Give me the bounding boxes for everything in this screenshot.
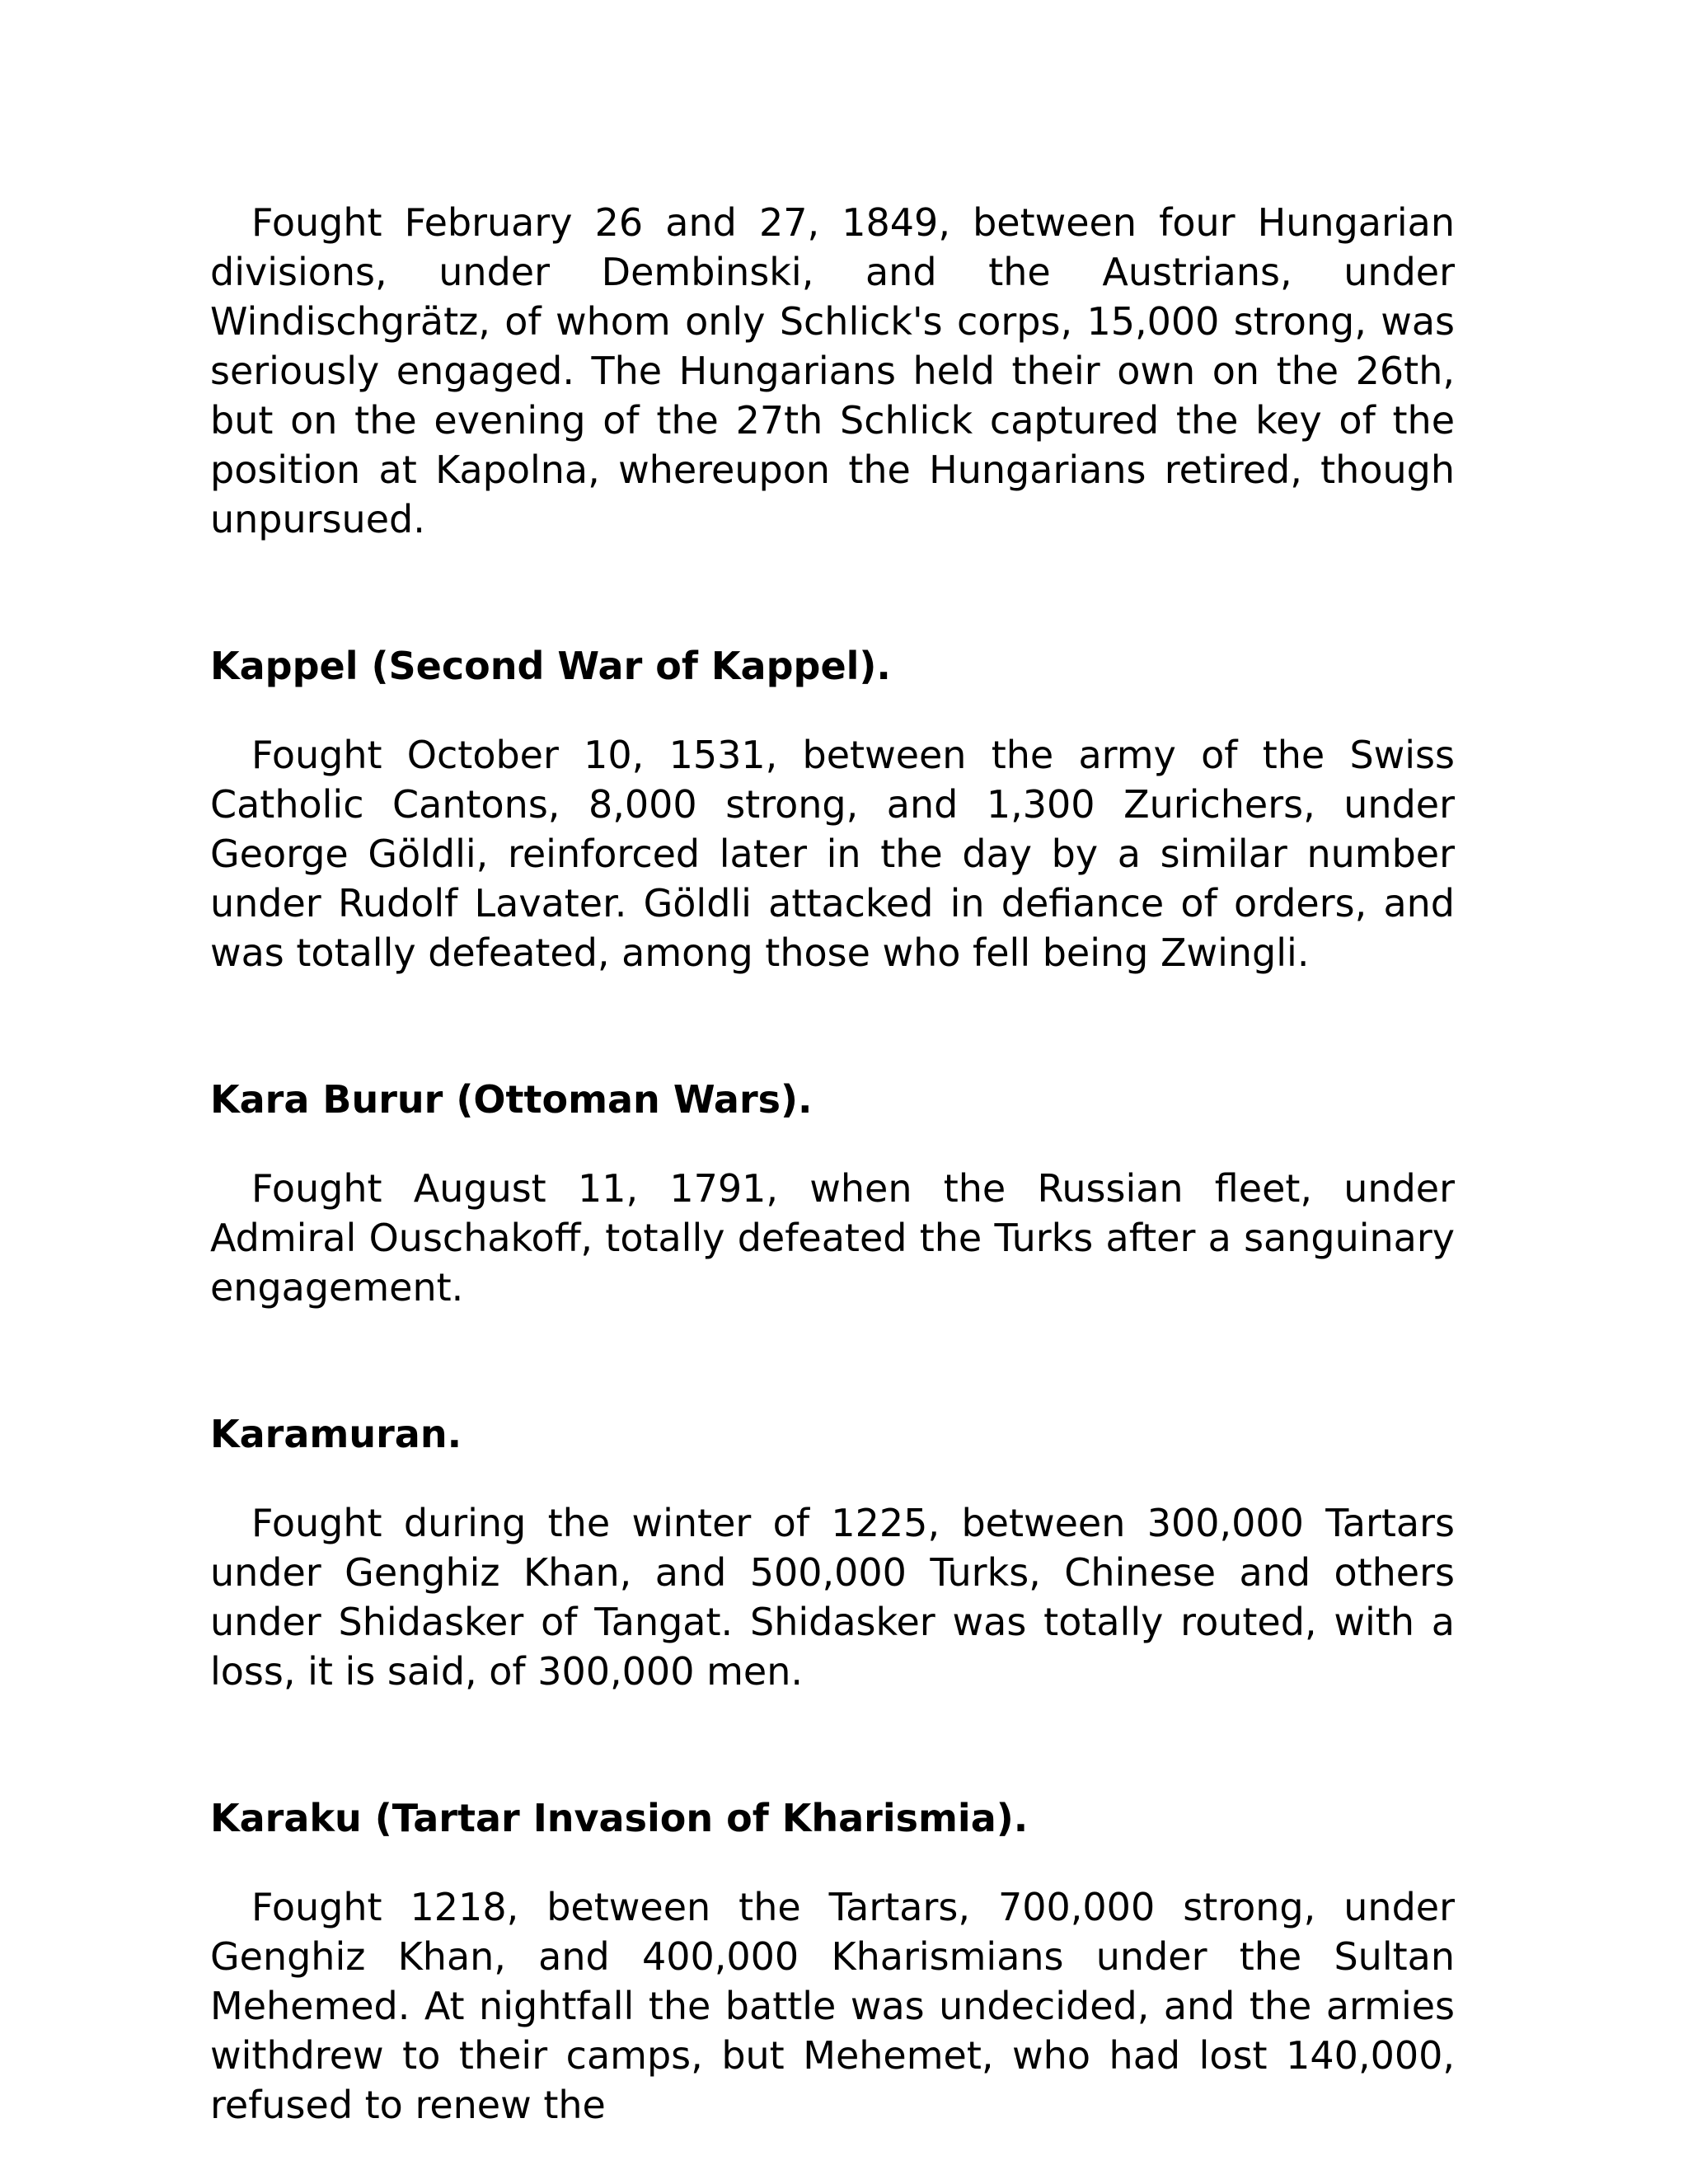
heading-karamuran: Karamuran.: [210, 1412, 462, 1456]
heading-kappel: Kappel (Second War of Kappel).: [210, 644, 891, 688]
paragraph-karaku: Fought 1218, between the Tartars, 700,000 strong, under Genghiz Khan, and 400,000 Kharismians under the Sultan Mehemed. At nightfall the battle was undecided, and the armies withdrew to their camps, but Mehemet, who had lost 140,000, refused to renew the: [210, 1885, 1455, 2127]
paragraph-karamuran: Fought during the winter of 1225, between 300,000 Tartars under Genghiz Khan, and 500,000 Turks, Chinese and others under Shidasker of Tangat. Shidasker was totally routed, with a loss, it is said, of 300,000 men.: [210, 1501, 1455, 1694]
heading-kara-burur: Kara Burur (Ottoman Wars).: [210, 1077, 813, 1122]
paragraph-kara-burur: Fought August 11, 1791, when the Russian fleet, under Admiral Ouschakoff, totally defeated the Turks after a sanguinary engagement.: [210, 1166, 1455, 1310]
paragraph-kappel: Fought October 10, 1531, between the army of the Swiss Catholic Cantons, 8,000 strong, and 1,300 Zurichers, under George Göldli, reinforced later in the day by a similar number under Rudolf Lavater. Göldli attacked in defiance of orders, and was totally defeated, among those who fell being Zwingli.: [210, 733, 1455, 975]
document-page: [210, 198, 1455, 2130]
paragraph-kapolna: Fought February 26 and 27, 1849, between four Hungarian divisions, under Dembinski, and the Austrians, under Windischgrätz, of whom only Schlick's corps, 15,000 strong, was seriously engaged. The Hungarians held their own on the 26th, but on the evening of the 27th Schlick captured the key of the position at Kapolna, whereupon the Hungarians retired, though unpursued.: [210, 200, 1455, 541]
heading-karaku: Karaku (Tartar Invasion of Kharismia).: [210, 1796, 1029, 1840]
